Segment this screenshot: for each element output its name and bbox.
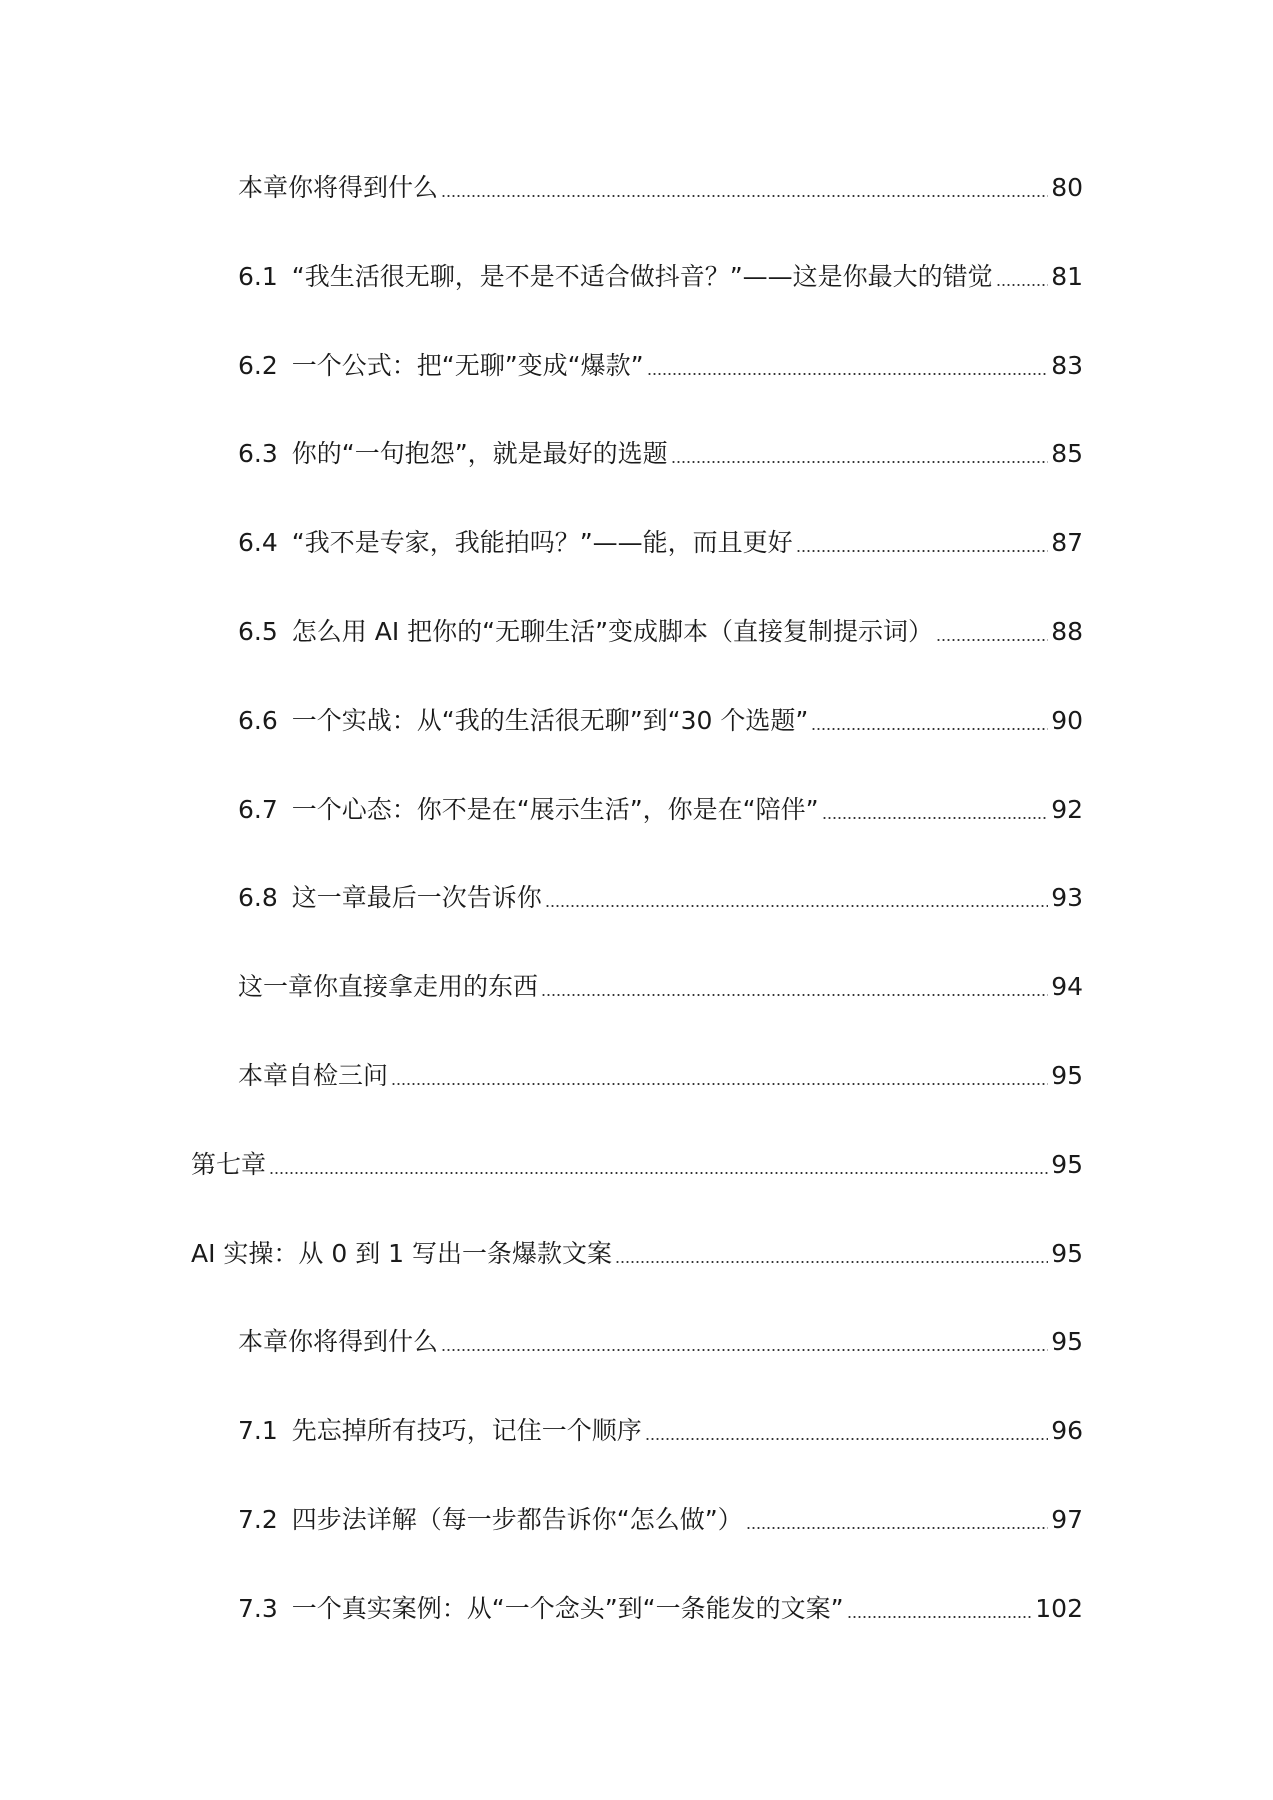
- toc-entry-title: 这一章你直接拿走用的东西: [238, 972, 539, 1001]
- toc-entry[interactable]: [238, 1056, 1083, 1096]
- toc-entry[interactable]: [238, 346, 1083, 386]
- toc-entry-number: 6.4: [238, 528, 278, 557]
- dot-leader: [441, 1348, 1048, 1352]
- toc-entry[interactable]: [238, 612, 1083, 652]
- toc-entry-title: 一个公式：把“无聊”变成“爆款”: [291, 351, 644, 380]
- toc-entry-page-number: 95: [1051, 1061, 1083, 1090]
- toc-entry-page-number: 83: [1051, 351, 1083, 380]
- toc-entry[interactable]: [238, 257, 1083, 297]
- toc-entry[interactable]: [238, 1589, 1083, 1629]
- toc-entry-page-number: 95: [1051, 1239, 1083, 1268]
- toc-entry-title: 本章你将得到什么: [238, 173, 439, 202]
- toc-entry-number: 6.2: [238, 351, 278, 380]
- toc-entry[interactable]: [191, 1145, 1083, 1185]
- dot-leader: [391, 1082, 1048, 1086]
- toc-entry-page-number: 87: [1051, 528, 1083, 557]
- toc-entry[interactable]: [238, 878, 1083, 918]
- toc-entry-title: 一个心态：你不是在“展示生活”，你是在“陪伴”: [291, 795, 819, 824]
- toc-entry-title: 你的“一句抱怨”，就是最好的选题: [291, 439, 668, 468]
- dot-leader: [645, 1437, 1048, 1441]
- toc-entry-page-number: 93: [1051, 883, 1083, 912]
- dot-leader: [269, 1171, 1048, 1175]
- dot-leader: [441, 194, 1048, 198]
- toc-entry-page-number: 95: [1051, 1327, 1083, 1356]
- toc-entry-number: 6.7: [238, 795, 278, 824]
- toc-entry-number: 7.2: [238, 1505, 278, 1534]
- dot-leader: [647, 372, 1049, 376]
- toc-entry-number: 6.3: [238, 439, 278, 468]
- toc-entry-title: 怎么用 AI 把你的“无聊生活”变成脚本（直接复制提示词）: [291, 617, 934, 646]
- toc-entry-title: 一个实战：从“我的生活很无聊”到“30 个选题”: [291, 706, 809, 735]
- toc-entry[interactable]: [238, 434, 1083, 474]
- toc-entry-number: 7.1: [238, 1416, 278, 1445]
- toc-entry[interactable]: [191, 1234, 1083, 1274]
- toc-entry[interactable]: [238, 523, 1083, 563]
- dot-leader: [796, 549, 1049, 553]
- toc-entry-number: 6.1: [238, 262, 278, 291]
- dot-leader: [847, 1615, 1033, 1619]
- toc-entry-page-number: 90: [1051, 706, 1083, 735]
- toc-entry-page-number: 88: [1051, 617, 1083, 646]
- toc-entry-page-number: 102: [1035, 1594, 1083, 1623]
- toc-entry[interactable]: [238, 1322, 1083, 1362]
- toc-entry-title: AI 实操：从 0 到 1 写出一条爆款文案: [191, 1239, 613, 1268]
- toc-entry-title: 一个真实案例：从“一个念头”到“一条能发的文案”: [291, 1594, 844, 1623]
- toc-entry-page-number: 95: [1051, 1150, 1083, 1179]
- dot-leader: [615, 1260, 1048, 1264]
- toc-entry-number: 6.8: [238, 883, 278, 912]
- toc-entry-number: 6.6: [238, 706, 278, 735]
- toc-entry-page-number: 85: [1051, 439, 1083, 468]
- toc-entry[interactable]: [238, 967, 1083, 1007]
- dot-leader: [545, 904, 1048, 908]
- toc-entry-title: 先忘掉所有技巧，记住一个顺序: [291, 1416, 642, 1445]
- dot-leader: [822, 816, 1049, 820]
- toc-entry[interactable]: [238, 1411, 1083, 1451]
- toc-entry-title: 四步法详解（每一步都告诉你“怎么做”）: [291, 1505, 743, 1534]
- dot-leader: [671, 460, 1049, 464]
- toc-entry-number: 7.3: [238, 1594, 278, 1623]
- toc-entry-page-number: 80: [1051, 173, 1083, 202]
- dot-leader: [936, 638, 1048, 642]
- toc-entry-number: 6.5: [238, 617, 278, 646]
- toc-entry-page-number: 81: [1051, 262, 1083, 291]
- toc-entry-page-number: 92: [1051, 795, 1083, 824]
- dot-leader: [541, 993, 1048, 997]
- toc-entry[interactable]: [238, 790, 1083, 830]
- toc-entry[interactable]: [238, 701, 1083, 741]
- toc-entry-title: “我不是专家，我能拍吗？”——能，而且更好: [291, 528, 793, 557]
- toc-entry-page-number: 94: [1051, 972, 1083, 1001]
- toc-entry-page-number: 96: [1051, 1416, 1083, 1445]
- dot-leader: [811, 727, 1048, 731]
- dot-leader: [996, 283, 1049, 287]
- toc-entry-title: 第七章: [191, 1150, 267, 1179]
- toc-entry-title: 这一章最后一次告诉你: [291, 883, 542, 912]
- toc-entry-page-number: 97: [1051, 1505, 1083, 1534]
- toc-entry[interactable]: [238, 1500, 1083, 1540]
- toc-entry-title: 本章你将得到什么: [238, 1327, 439, 1356]
- toc-entry-title: 本章自检三问: [238, 1061, 389, 1090]
- toc-entry-title: “我生活很无聊，是不是不适合做抖音？”——这是你最大的错觉: [291, 262, 993, 291]
- dot-leader: [746, 1526, 1049, 1530]
- toc-entry[interactable]: [238, 168, 1083, 208]
